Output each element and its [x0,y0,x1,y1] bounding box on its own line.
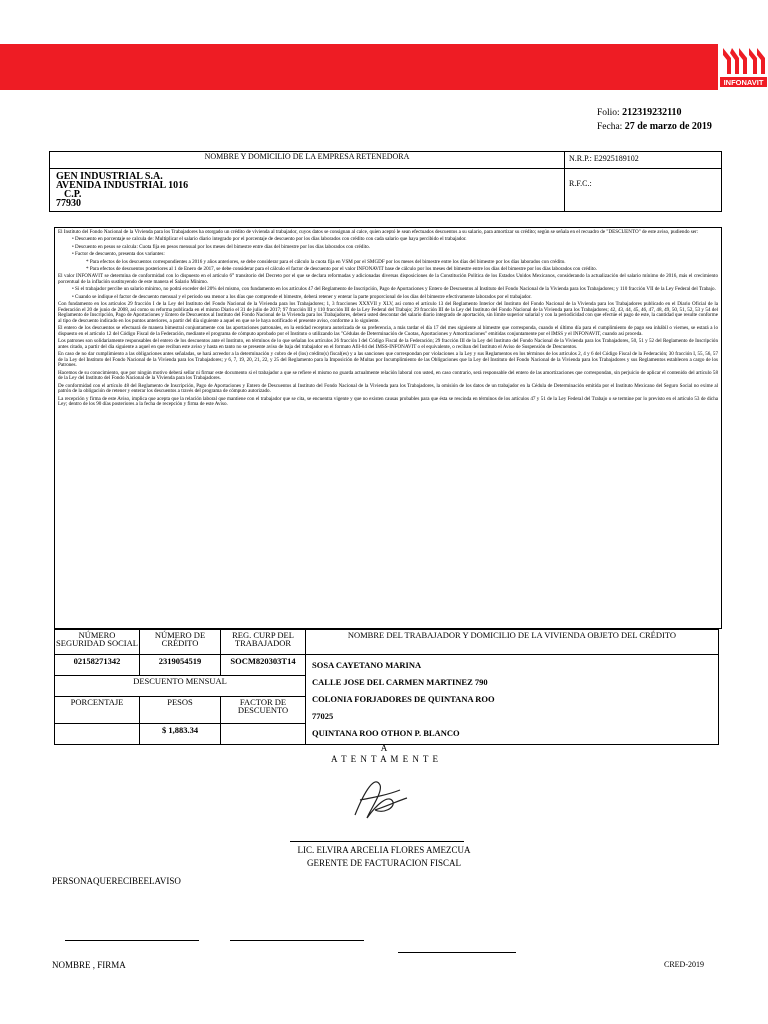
atentamente-label: A T E N T A M E N T E [330,754,440,764]
legal-paragraph: El valor INFONAVIT se determina de conformidad con lo dispuesto en el artículo 6° transitorio del Decreto por el que se declara reformadas y adicionadas diversas disposiciones de la Constitución Política de los Estados Unidos Mexicanos, considerando la actualización del salario mínimo de 2016, más el crecimiento porcentual de la inflación sustituyendo de este manera el Salario Mínimo. [58,273,718,285]
legal-bullet: • Descuento en pesos se calcula: Cuota fija en pesos mensual por los meses del bimestre entre días del bimestre por los días laborados con crédito. [72,243,370,250]
legal-bullet: • Factor de descuento, presenta dos variantes: [72,251,165,258]
a-mark: A [380,743,388,753]
legal-paragraph: Con fundamento en los artículos 29 fracción I de la Ley del Instituto del Fondo Nacional de la Vivienda para los Trabajadores; 1, 3 fracciones XXXVII y XLV, así como el artículo 13 del Reglamento Interior del Instituto del Fondo Nacional de la Vivienda para los Trabajadores publicado en el Diario Oficial de la Federación el 20 de junio de 2008, así como su reforma publicada en el mismo Diario el 31 de julio de 2017; 97 fracción III y 110 fracción III de la Ley Federal del Trabajo; 29 fracción III de la Ley del Instituto del Fondo Nacional de la Vivienda para los Trabajadores; 42, 43, 44, 45, 46, 47, 48, 49, 50, 51, 52, 53 y 54 del Reglamento de Inscripción, Pago de Aportaciones y Entero de Descuentos al Instituto del Fondo Nacional de la Vivienda para los Trabajadores, deberá usted descontar del salario diario integrado de aportación, sin límite superior salarial y con la periodicidad con que efectúe el pago de este, la cantidad que resulte conforme al tipo de descuento indicado en los puntos anteriores, a partir del día siguiente a aquel en que se le haya notificado el presente aviso, conforme a lo siguiente. [58,301,718,324]
empresa-street: AVENIDA INDUSTRIAL 1016 [56,180,189,191]
credito-value: 2319054519 [140,655,221,676]
recibe-line-3 [398,952,516,953]
trabajador-colonia: COLONIA FORJADORES DE QUINTANA ROO [312,694,495,704]
curp-value: SOCM820303T14 [221,655,306,676]
folio-value: 212319232110 [622,107,682,118]
nombre-header: NOMBRE DEL TRABAJADOR Y DOMICILIO DE LA VIVIENDA OBJETO DEL CRÉDITO [306,630,719,655]
empresa-header: NOMBRE Y DOMICILIO DE LA EMPRESA RETENEDORA [50,152,565,169]
trabajador-municipio: QUINTANA ROO OTHON P. BLANCO [312,728,460,738]
empresa-table [49,151,722,212]
legal-paragraph: De conformidad con el artículo 48 del Reglamento de Inscripción, Pago de Aportaciones y Entero de Descuentos al Instituto del Fondo Nacional de la Vivienda para los Trabajadores, la omisión de los datos de un trabajador en la Cédula de Determinación emitida por el Instituto Mexicano del Seguro Social no exime al patrón de la obligación de retener y enterar los descuentos a través del programa de cómputo autorizado. [58,382,718,395]
folio-label: Folio: [597,108,620,118]
nss-header: NÚMERO SEGURIDAD SOCIAL [55,630,140,655]
form-code: CRED-2019 [664,960,704,969]
signer-name: LIC. ELVIRA ARCELIA FLORES AMEZCUA [297,845,471,855]
legal-paragraph: Los patrones son solidariamente responsables del entero de los descuentos ante el Instituto, en términos de lo que señalan los artículos 26 fracción I del Código Fiscal de la Federación; 29 fracción III de la Ley del Instituto del Fondo Nacional de la Vivienda para los Trabajadores, 50, 51 y 52 del Reglamento de Inscripción antes citado, a partir del día siguiente a aquel en que reciban este aviso y hasta en tanto no se presente aviso de baja del trabajador en el formato Afil-04 del IMSS-INFONAVIT o el equivalente, o reciban del Instituto el Aviso de Suspensión de Descuentos. [58,338,718,350]
legal-bullet: • Descuento en porcentaje se calcula de: Multiplicar el salario diario integrado por el porcentaje de descuento por los días laborados con crédito con cada salario que haya percibido el trabajador. [72,236,467,243]
fecha-value: 27 de marzo de 2019 [624,121,712,132]
empresa-name: GEN INDUSTRIAL S.A. [56,171,163,182]
trabajador-address [306,655,719,745]
signature-line [290,841,464,842]
porcentaje-header: PORCENTAJE [55,696,140,723]
pesos-header: PESOS [140,696,221,723]
legal-subbullet: * Para efectos de descuentos posteriores al 1 de Enero de 2017, se debe considerar para el cálculo el factor de descuento por el valor INFONAVIT base de cálculo por los meses del bimestre entre los días del bimestre por los días laborados con crédito. [86,265,597,272]
porcentaje-value [55,724,140,745]
folio-block [597,107,712,133]
infonavit-logo [719,44,768,90]
pesos-value: $ 1,883.34 [140,724,221,745]
empresa-cp: 77930 [56,198,81,209]
legal-bullet: • Si el trabajador percibe un salario mínimo, no podrá exceder del 20% del mismo, con fundamento en los artículos 47 del Reglamento de Inscripción, Pago de Aportaciones y Entero de Descuentos al Instituto del Fondo Nacional de la Vivienda para los Trabajadores; y 110 fracción VII de la Ley Federal del Trabajo. [72,286,716,293]
nombre-firma-label: NOMBRE , FIRMA [52,960,126,970]
empresa-cp-label: C.P. [64,189,82,200]
legal-paragraph: La recepción y firma de este Aviso, implica que acepta que la relación laboral que mantiene con el trabajador que se cita, se encuentra vigente y que no existen causas probables para que ésta se rescinda en términos de los artículos 47 y 51 de la Ley Federal del Trabajo o se termine por lo previsto en el artículo 53 de dicha Ley; dentro de los 90 días posteriores a la fecha de recepción y firma de este Aviso. [58,395,718,408]
signer-title: GERENTE DE FACTURACION FISCAL [306,858,462,868]
legal-subbullet: * Para efectos de los descuentos correspondientes a 2016 y años anteriores, se debe considerar para el cálculo la cuota fija en VSM por el SMGDF por los meses del bimestre entre los días del bimestre por los días laborados con crédito. [86,258,566,265]
curp-header: REG. CURP DEL TRABAJADOR [221,630,306,655]
factor-value [221,724,306,745]
nss-value: 02158271342 [55,655,140,676]
legal-paragraph: El Instituto del Fondo Nacional de la Vivienda para los Trabajadores ha otorgado un crédito de vivienda al trabajador, cuyos datos se consignan al calce, quien aceptó le sean efectuados descuentos a su salario, para amortizar su crédito; según se señala en el recuadro de "DESCUENTO" de este aviso, pudiendo ser: [58,229,699,235]
recibe-line-1 [65,940,199,941]
descuento-header: DESCUENTO MENSUAL [55,675,306,696]
red-header-band [0,44,718,90]
fecha-label: Fecha: [597,122,623,132]
legal-bullet: • Cuando se indique el factor de descuento mensual y el periodo sea menor a los días que comprende el bimestre, deberá retener y enterar la parte proporcional de los días del bimestre efectivamente laborados por el trabajador. [72,293,532,300]
trabajador-cp: 77025 [312,711,334,721]
empty-cell [718,724,721,745]
trabajador-nombre: SOSA CAYETANO MARINA [312,660,422,670]
nrp-label: N.R.P.: E2925189102 [565,152,722,169]
credito-header: NÚMERO DE CRÉDITO [140,630,221,655]
recibe-label: PERSONAQUERECIBEELAVISO [52,876,181,886]
empresa-data [50,169,565,212]
legal-paragraph: El entero de los descuentos se efectuará de manera bimestral conjuntamente con las aportaciones patronales, en la entidad receptora autorizada de su preferencia, a más tardar el día 17 del mes siguiente al bimestre que corresponda, cuando el último día para el cumplimiento de pago sea inhábil o viernes, se estará a lo dispuesto en el artículo 12 del Código Fiscal de la Federación, mediante el programa de cómputo aprobado por el Instituto o utilizando las "Cédulas de Determinación de Cuotas, Aportaciones y Amortizaciones" emitidas conjuntamente por el IMSS y el INFONAVIT, cuando así proceda. [58,325,718,337]
legal-paragraph: Hacemos de su conocimiento, que por ningún motivo deberá sellar ni firmar este documento si el trabajador a que se refiere el mismo no guarda actualmente relación laboral con usted, en caso contrario, será responsable del entero de las amortizaciones que correspondan, sin perjuicio de aplicar el contenido del artículo 58 de la Ley del Instituto del Fondo Nacional de la Vivienda para los Trabajadores. [58,369,718,382]
factor-header: FACTOR DE DESCUENTO [221,696,306,723]
trabajador-calle: CALLE JOSE DEL CARMEN MARTINEZ 790 [312,677,488,687]
legal-paragraph: En caso de no dar cumplimiento a las obligaciones antes señaladas, se hará acreedor a la determinación y cobro de el (los) crédito(s) fiscal(es) y a las sanciones que correspondan por violaciones a la Ley y sus Reglamentos en los términos de los artículos 2, 4 y 6 del Código Fiscal de la Federación; 30 fracción I, 55, 56, 57 de la Ley del Instituto del Fondo Nacional de la Vivienda para los Trabajadores; y 6, 7, 19, 20, 21, 22, y 25 del Reglamento para la Imposición de Multas por Incumplimiento de las Obligaciones que la Ley del Instituto del Fondo Nacional de la Vivienda para los Trabajadores y sus Reglamentos establecen a cargo de los Patrones. [58,351,718,369]
trabajador-table [54,629,722,745]
legal-text-box [54,227,722,629]
rfc-label: R.F.C.: [565,169,722,212]
signature-drawing [345,770,415,830]
recibe-line-2 [230,940,364,941]
infonavit-logo-text: INFONAVIT [723,78,764,87]
